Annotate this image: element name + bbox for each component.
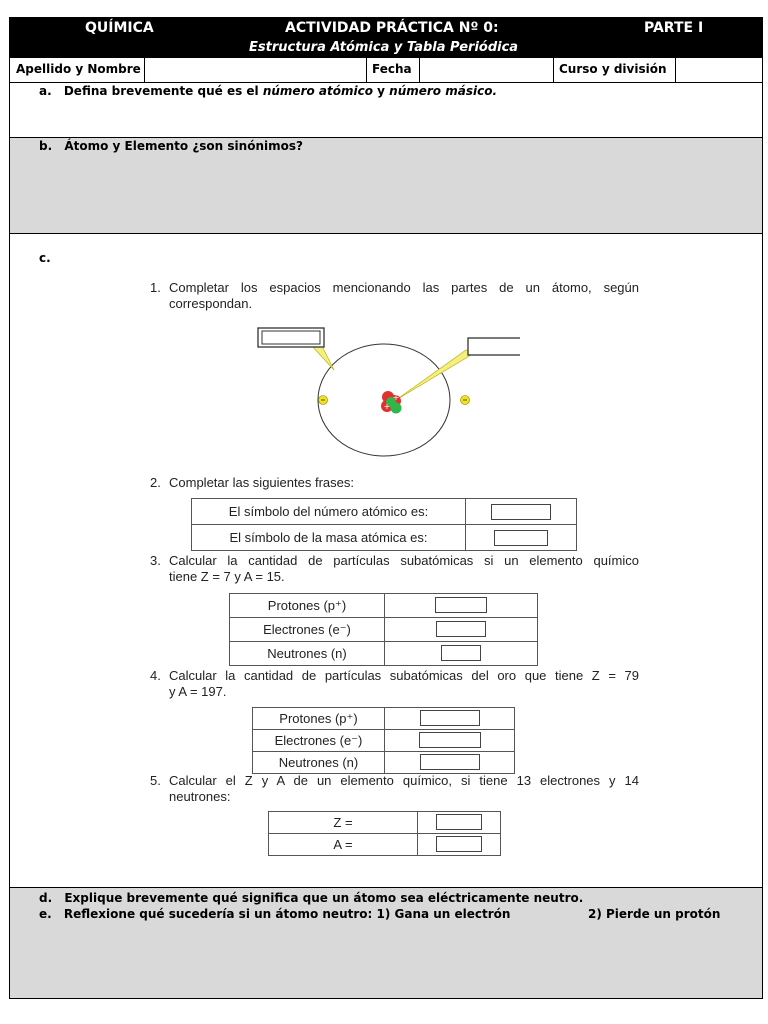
item-3-neutrons-label: Neutrones (n): [230, 642, 385, 666]
question-b-section: [9, 138, 763, 234]
item-2-row-1-label: El símbolo del número atómico es:: [192, 499, 466, 525]
item-2-table: [191, 498, 577, 551]
item-1-line-2: correspondan.: [169, 296, 253, 311]
item-4-protons-label: Protones (p⁺): [253, 708, 385, 730]
item-3-electrons-label: Electrones (e⁻): [230, 618, 385, 642]
item-3-neutrons-box[interactable]: [441, 645, 481, 661]
question-d-letter: d.: [39, 891, 53, 905]
item-4-electrons-box[interactable]: [419, 732, 481, 748]
table-row: [269, 834, 501, 856]
header-bar: [9, 17, 763, 57]
table-row: [192, 499, 577, 525]
item-1-line-1: Completar los espacios mencionando las partes de un átomo, según: [169, 280, 639, 295]
table-row: [253, 708, 515, 730]
item-4-num: 4.: [150, 668, 161, 683]
item-3-protons-box[interactable]: [435, 597, 487, 613]
activity-subtitle: Estructura Atómica y Tabla Periódica: [249, 40, 519, 55]
date-label-cell: [366, 58, 420, 82]
item-3-num: 3.: [150, 553, 161, 568]
item-4-line-2: y A = 197.: [169, 684, 227, 699]
question-e-text: Reflexione qué sucedería si un átomo neutro: 1) Gana un electrón: [63, 907, 511, 921]
date-label: Fecha: [372, 62, 412, 76]
table-row: [253, 730, 515, 752]
question-e-text-2: 2) Pierde un protón: [588, 907, 721, 921]
course-label-cell: [553, 58, 676, 82]
item-2-row-1-answer-box[interactable]: [491, 504, 551, 520]
question-e-letter: e.: [39, 907, 52, 921]
item-5-num: 5.: [150, 773, 161, 788]
item-3-line-1: Calcular la cantidad de partículas subatómicas si un elemento químico: [169, 553, 639, 568]
item-2-row-2-label: El símbolo de la masa atómica es:: [192, 525, 466, 551]
name-field[interactable]: [144, 58, 367, 82]
right-callout-pointer: [396, 350, 476, 400]
course-field[interactable]: [675, 58, 762, 82]
question-a-section: [9, 83, 763, 138]
question-a-letter: a.: [39, 84, 52, 98]
name-label-cell: [10, 58, 145, 82]
date-field[interactable]: [419, 58, 554, 82]
table-row: [253, 752, 515, 774]
question-d: [39, 891, 583, 905]
item-4-neutrons-label: Neutrones (n): [253, 752, 385, 774]
item-2-num: 2.: [150, 475, 161, 490]
question-a-term-2: número másico.: [389, 84, 497, 98]
item-5-z-label: Z =: [269, 812, 418, 834]
question-a-text-2: y: [372, 84, 390, 98]
activity-title: ACTIVIDAD PRÁCTICA Nº 0:: [285, 20, 499, 36]
item-4-protons-box[interactable]: [420, 710, 480, 726]
course-label: Curso y división: [559, 62, 667, 76]
question-e: [39, 907, 510, 921]
subject-title: QUÍMICA: [85, 20, 154, 36]
atom-diagram: [250, 320, 520, 470]
item-5-a-label: A =: [269, 834, 418, 856]
question-c-letter: c.: [39, 251, 51, 265]
name-label: Apellido y Nombre: [16, 62, 141, 76]
item-4-neutrons-box[interactable]: [420, 754, 480, 770]
table-row: [192, 525, 577, 551]
item-4-electrons-label: Electrones (e⁻): [253, 730, 385, 752]
student-info-row: [9, 57, 763, 83]
table-row: [230, 594, 538, 618]
svg-text:+: +: [383, 402, 391, 411]
item-3-table: [229, 593, 538, 666]
table-row: [269, 812, 501, 834]
question-d-text: Explique brevemente qué significa que un átomo sea eléctricamente neutro.: [64, 891, 584, 905]
item-2-text: Completar las siguientes frases:: [169, 475, 354, 490]
item-4-line-1: Calcular la cantidad de partículas subatómicas del oro que tiene Z = 79: [169, 668, 639, 683]
part-title: PARTE I: [644, 20, 704, 36]
item-5-a-box[interactable]: [436, 836, 482, 852]
question-a-text-1: Defina brevemente qué es el: [63, 84, 263, 98]
item-3-electrons-box[interactable]: [436, 621, 486, 637]
item-3-protons-label: Protones (p⁺): [230, 594, 385, 618]
question-de-section: [9, 888, 763, 999]
question-a: [39, 84, 497, 98]
question-a-term-1: número atómico: [262, 84, 373, 98]
item-4-table: [252, 707, 515, 774]
svg-text:+: +: [392, 393, 400, 402]
item-5-z-box[interactable]: [436, 814, 482, 830]
right-label-box[interactable]: [468, 338, 520, 355]
question-b-letter: b.: [39, 139, 53, 153]
item-5-line-2: neutrones:: [169, 789, 231, 804]
item-5-line-1: Calcular el Z y A de un elemento químico, si tiene 13 electrones y 14: [169, 773, 639, 788]
item-3-line-2: tiene Z = 7 y A = 15.: [169, 569, 285, 584]
question-b-text: Átomo y Elemento ¿son sinónimos?: [64, 139, 303, 153]
item-5-table: [268, 811, 501, 856]
item-1-num: 1.: [150, 280, 161, 295]
table-row: [230, 618, 538, 642]
left-callout-pointer: [312, 346, 334, 370]
question-b: [39, 139, 303, 153]
table-row: [230, 642, 538, 666]
item-2-row-2-answer-box[interactable]: [494, 530, 548, 546]
